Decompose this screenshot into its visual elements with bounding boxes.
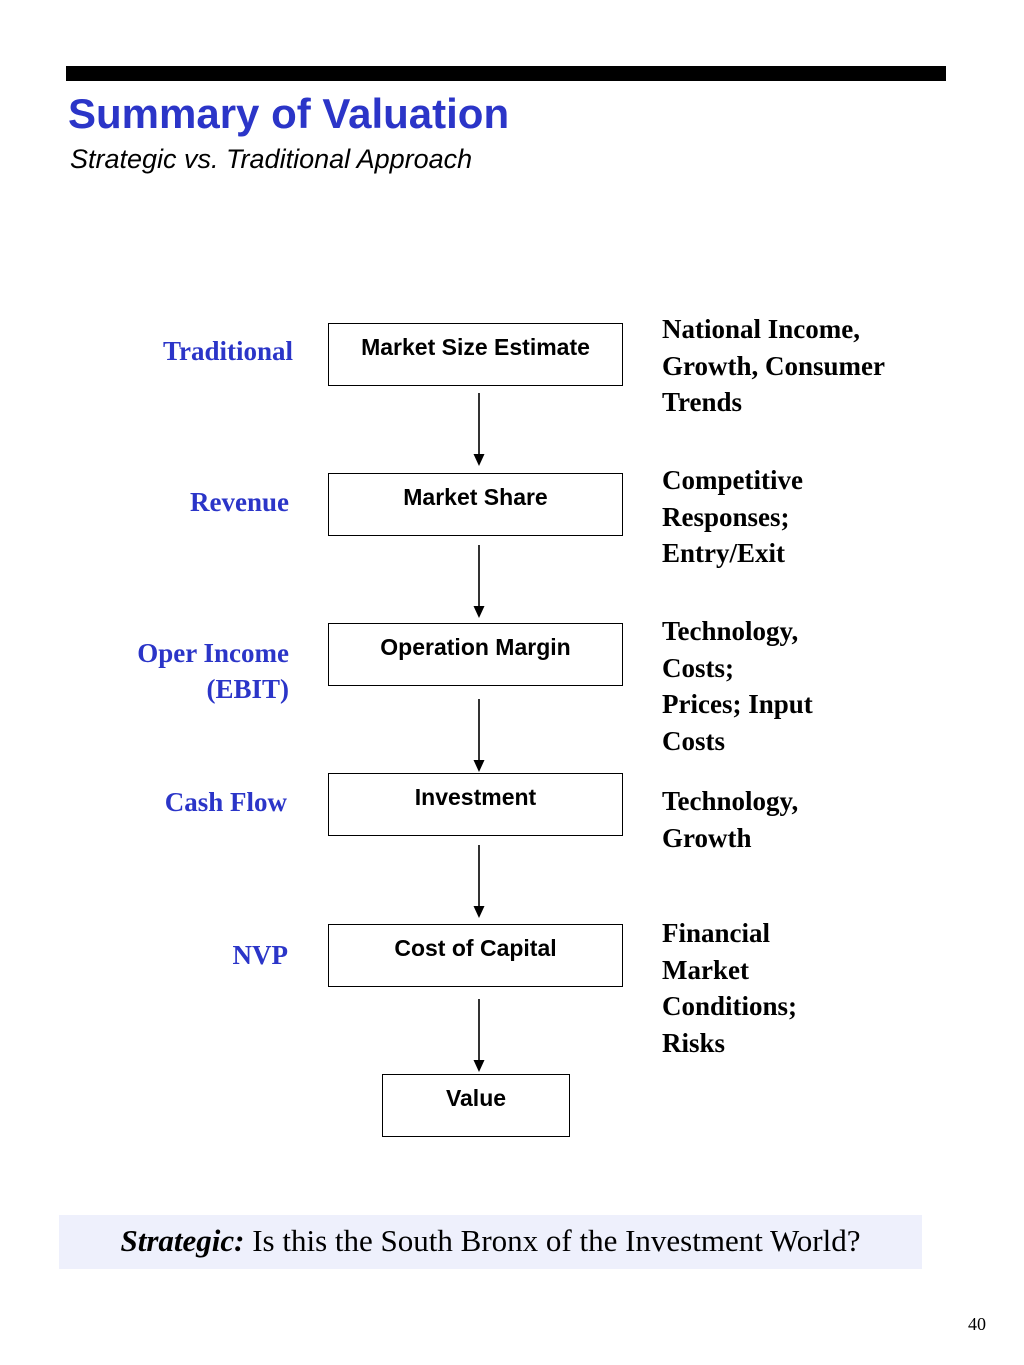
note-cost-of-capital-drivers: Financial Market Conditions; Risks: [662, 918, 798, 1058]
arrow-down-icon: [470, 845, 488, 919]
strategic-banner: [59, 1215, 922, 1269]
box-operation-margin: Operation Margin: [328, 623, 623, 686]
box-value: Value: [382, 1074, 570, 1137]
box-market-size-estimate: Market Size Estimate: [328, 323, 623, 386]
left-label-cash-flow: Cash Flow: [164, 787, 287, 817]
banner-emphasis: Strategic:: [120, 1223, 245, 1258]
left-label-oper-income: Oper Income (EBIT): [137, 638, 289, 704]
box-cost-of-capital: Cost of Capital: [328, 924, 623, 987]
page-number: 40: [968, 1314, 986, 1334]
arrow-down-icon: [470, 545, 488, 619]
arrow-down-icon: [470, 393, 488, 467]
left-label-traditional: Traditional: [162, 336, 293, 366]
arrow-down-icon: [470, 699, 488, 773]
note-market-size-drivers: National Income, Growth, Consumer Trends: [662, 314, 886, 417]
banner-text: [59, 1223, 922, 1259]
note-margin-drivers: Technology, Costs; Prices; Input Costs: [662, 616, 813, 756]
slide-title: Summary of Valuation: [68, 90, 510, 137]
left-label-revenue: Revenue: [190, 487, 289, 517]
arrow-down-icon: [470, 999, 488, 1073]
box-investment: Investment: [328, 773, 623, 836]
left-label-nvp: NVP: [232, 940, 288, 970]
note-investment-drivers: Technology, Growth: [662, 786, 799, 853]
box-market-share: Market Share: [328, 473, 623, 536]
banner-question: Is this the South Bronx of the Investment World?: [244, 1223, 861, 1258]
slide-subtitle: Strategic vs. Traditional Approach: [70, 144, 473, 174]
top-rule: [66, 66, 946, 81]
note-market-share-drivers: Competitive Responses; Entry/Exit: [662, 465, 803, 568]
